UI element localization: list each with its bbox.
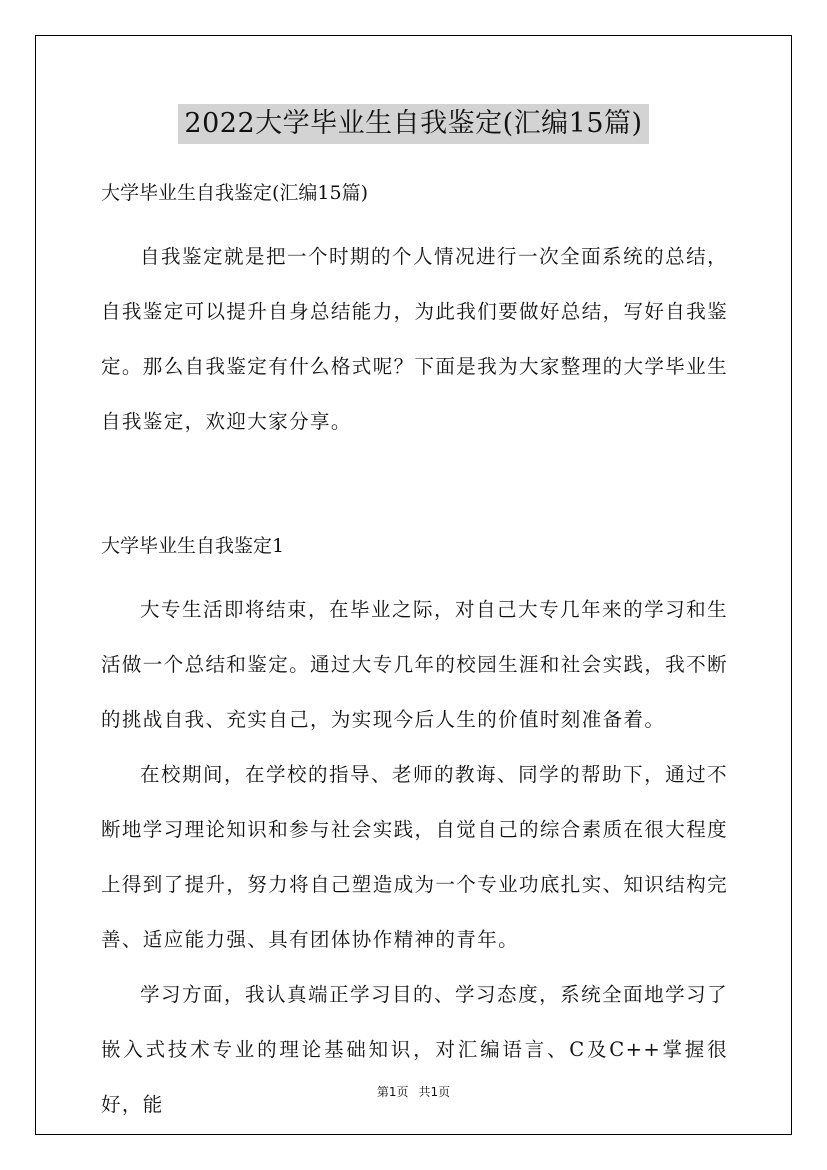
page-total: 共1页 bbox=[418, 1085, 451, 1099]
section-paragraph: 学习方面，我认真端正学习目的、学习态度，系统全面地学习了嵌入式技术专业的理论基础知识，对汇编语言、C及C++掌握很好，能 bbox=[101, 983, 728, 1116]
intro-paragraph: 自我鉴定就是把一个时期的个人情况进行一次全面系统的总结，自我鉴定可以提升自身总结能力，为此我们要做好总结，写好自我鉴定。那么自我鉴定有什么格式呢？下面是我为大家整理的大学毕业生自我鉴定，欢迎大家分享。 bbox=[101, 245, 729, 433]
page-footer bbox=[0, 1082, 827, 1102]
document-title bbox=[0, 104, 827, 144]
document-body bbox=[101, 175, 728, 1132]
document-title-text: 2022大学毕业生自我鉴定(汇编15篇) bbox=[178, 104, 648, 144]
document-subtitle: 大学毕业生自我鉴定(汇编15篇) bbox=[101, 182, 369, 204]
section-paragraph: 大专生活即将结束，在毕业之际，对自己大专几年来的学习和生活做一个总结和鉴定。通过大专几年的校园生涯和社会实践，我不断的挑战自我、充实自己，为实现今后人生的价值时刻准备着。 bbox=[101, 598, 729, 731]
section-heading: 大学毕业生自我鉴定1 bbox=[101, 535, 285, 557]
section-paragraph: 在校期间，在学校的指导、老师的教诲、同学的帮助下，通过不断地学习理论知识和参与社会实践，自觉自己的综合素质在很大程度上得到了提升，努力将自己塑造成为一个专业功底扎实、知识结构完善、适应能力强、具有团体协作精神的青年。 bbox=[101, 763, 729, 951]
page-number: 第1页 bbox=[376, 1085, 409, 1099]
